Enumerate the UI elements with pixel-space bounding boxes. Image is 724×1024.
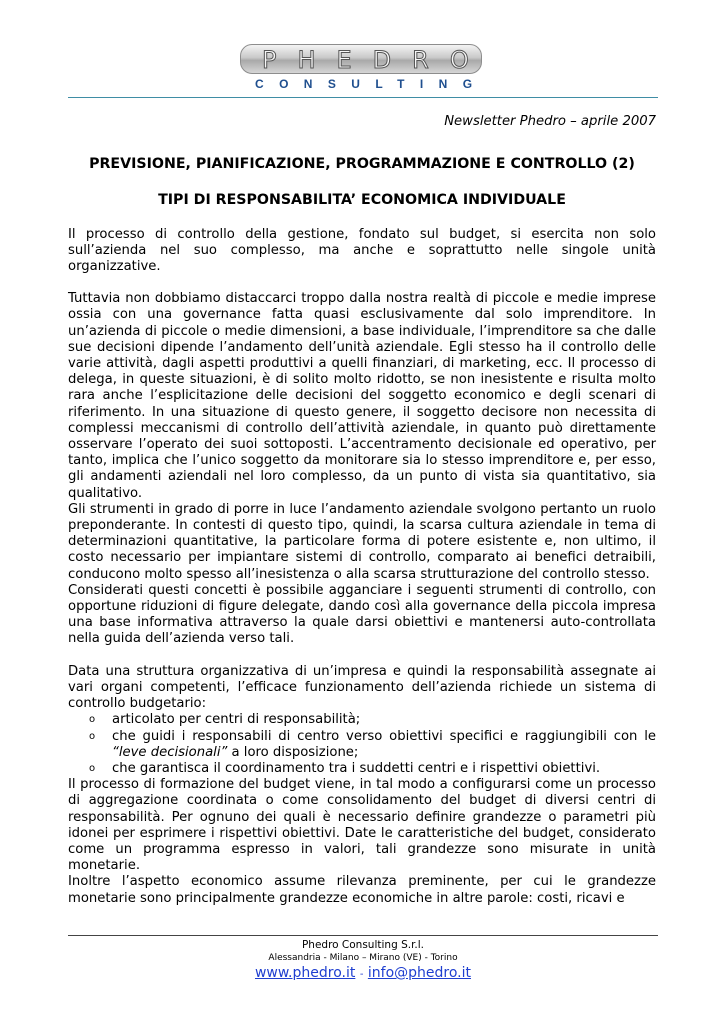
list-item-text: che guidi i responsabili di centro verso obiettivi specifici e raggiungibili con le bbox=[112, 728, 656, 744]
paragraph-5: Data una struttura organizzativa di un’impresa e quindi la responsabilità assegnate ai vari organi competenti, l’efficace funzionamento dell’azienda richiede un sistema di controllo budgetario: bbox=[68, 663, 656, 712]
paragraph-6: Il processo di formazione del budget viene, in tal modo a configurarsi come un processo di aggregazione coordinata o come consolidamento del budget di diversi centri di responsabilità. Per ognuno dei quali è necessario definire grandezze o parametri più idonei per esprimere i rispettivi obiettivi. Date le caratteristiche del budget, considerato come un programma espresso in valori, tali grandezze sono misurate in unità monetarie. bbox=[68, 777, 656, 874]
footer-links bbox=[68, 964, 658, 984]
list-item-text-end: a loro disposizione; bbox=[227, 744, 359, 760]
paragraph-2: Tuttavia non dobbiamo distaccarci troppo dalla nostra realtà di piccole e medie imprese ossia con una governance fatta quasi esclusivamente dal solo imprenditore. In un’azienda di piccole o medie dimensioni, a base individuale, l’imprenditore sa che dalle sue decisioni dipende l’andamento dell’unità aziendale. Egli stesso ha il controllo delle varie attività, dagli aspetti produttivi a quelli finanziari, di marketing, ecc. Il processo di delega, in queste situazioni, è di solito molto ridotto, se non inesistente e risulta molto rara anche l’esplicitazione delle decisioni del soggetto economico e degli scenari di riferimento. In una situazione di questo genere, il soggetto decisore non necessita di complessi meccanismi di controllo dell’attività aziendale, in quanto può direttamente osservare l’operato dei suoi sottoposti. L’accentramento decisionale ed operativo, per tanto, implica che l’unico soggetto da monitorare sia lo stesso imprenditore e, per esso, gli andamenti aziendali nel loro complesso, da un punto di vista sia quantitativo, sia qualitativo. bbox=[68, 291, 656, 501]
bullet-icon: o bbox=[89, 730, 96, 742]
bullet-list bbox=[68, 712, 656, 777]
document-title: PREVISIONE, PIANIFICAZIONE, PROGRAMMAZIONE E CONTROLLO (2) bbox=[89, 156, 635, 173]
email-link[interactable]: info@phedro.it bbox=[367, 965, 471, 981]
footer-locations: Alessandria - Milano – Mirano (VE) - Torino bbox=[268, 953, 458, 963]
list-item bbox=[89, 728, 656, 761]
paragraph-1: Il processo di controllo della gestione, fondato sul budget, si esercita non solo sull’azienda nel suo complesso, ma anche e soprattutto nelle singole unità organizzative. bbox=[68, 226, 656, 275]
document-subtitle: TIPI DI RESPONSABILITA’ ECONOMICA INDIVIDUALE bbox=[158, 192, 566, 209]
list-item-text: articolato per centri di responsabilità; bbox=[112, 712, 361, 728]
paragraph-4: Considerati questi concetti è possibile agganciare i seguenti strumenti di controllo, con opportune riduzioni di figure delegate, dando così alla governance della piccola impresa una base informativa attraverso la quale darsi obiettivi e mantenersi auto-controllata nella guida dell’azienda verso tali. bbox=[68, 582, 656, 647]
website-link[interactable]: www.phedro.it bbox=[254, 965, 356, 981]
phedro-logo bbox=[240, 44, 490, 74]
list-item bbox=[89, 712, 656, 728]
footer-divider bbox=[68, 935, 658, 936]
list-item bbox=[89, 760, 656, 777]
bullet-icon: o bbox=[89, 714, 96, 726]
list-item-text: che garantisca il coordinamento tra i suddetti centri e i rispettivi obiettivi. bbox=[112, 760, 601, 776]
page-header bbox=[0, 0, 724, 100]
logo-subtitle: CONSULTING bbox=[255, 77, 488, 91]
header-divider bbox=[68, 97, 658, 98]
list-item-emphasis: “leve decisionali” bbox=[112, 744, 228, 760]
newsletter-date: Newsletter Phedro – aprile 2007 bbox=[444, 114, 656, 129]
page-footer bbox=[68, 938, 658, 984]
paragraph-7: Inoltre l’aspetto economico assume rilevanza preminente, per cui le grandezze monetarie sono principalmente grandezze economiche in altre parole: costi, ricavi e bbox=[68, 874, 656, 906]
document-body bbox=[68, 114, 656, 907]
footer-link-separator: - bbox=[359, 969, 364, 980]
paragraph-3: Gli strumenti in grado di porre in luce l’andamento aziendale svolgono pertanto un ruolo preponderante. In contesti di questo tipo, quindi, la scarsa cultura aziendale in tema di determinazioni quantitative, la particolare forma di potere esistente e, non ultimo, il costo necessario per impiantare sistemi di controllo, comparato ai benefici detraibili, conducono molto spesso all’inesistenza o alla scarsa strutturazione del controllo stesso. bbox=[68, 501, 656, 582]
footer-company: Phedro Consulting S.r.l. bbox=[301, 939, 425, 951]
logo-word: PHEDRO bbox=[262, 46, 490, 74]
bullet-icon: o bbox=[89, 762, 96, 774]
